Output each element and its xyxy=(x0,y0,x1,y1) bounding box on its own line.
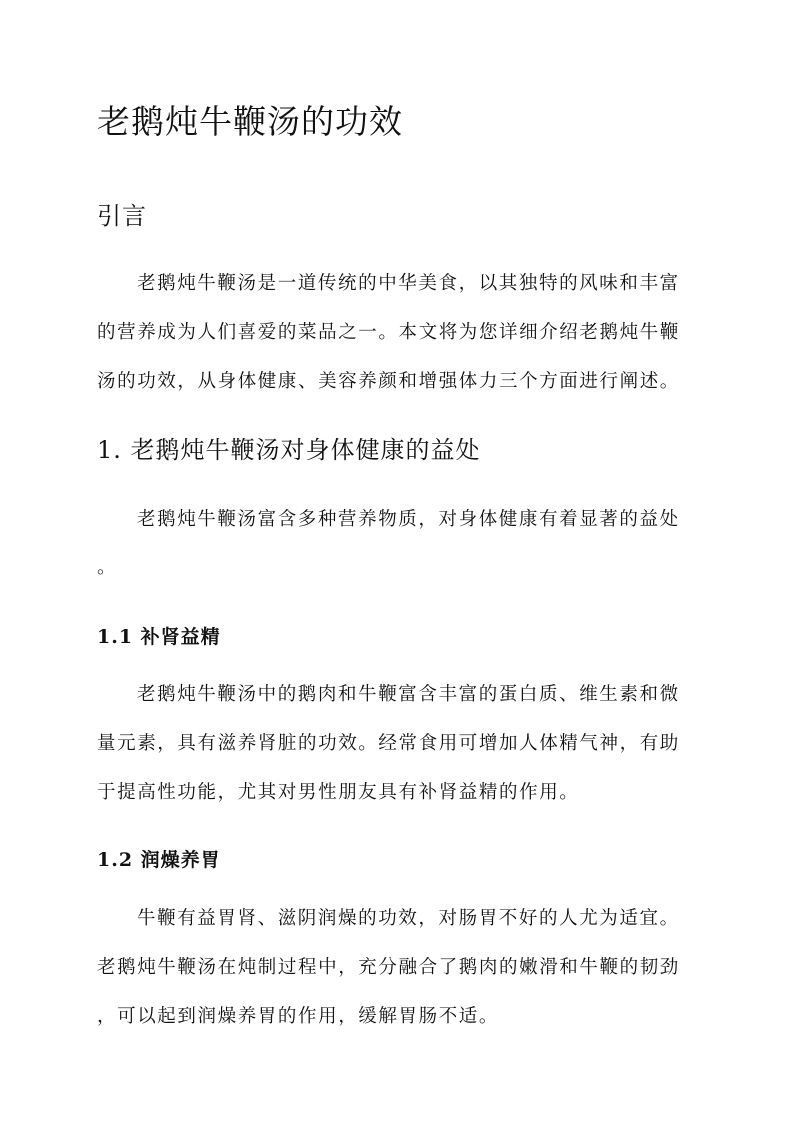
section-1-1-heading: 1.1 补肾益精 xyxy=(97,626,221,648)
intro-paragraph-line-2: 的营养成为人们喜爱的菜品之一。本文将为您详细介绍老鹅炖牛鞭 xyxy=(97,322,680,343)
section-1-2-paragraph-line-3: ，可以起到润燥养胃的作用，缓解胃肠不适。 xyxy=(97,1006,500,1027)
section-1-1-paragraph-line-2: 量元素，具有滋养肾脏的功效。经常食用可增加人体精气神，有助 xyxy=(97,733,680,754)
section-1-2-heading: 1.2 润燥养胃 xyxy=(97,849,221,871)
section-1-1-paragraph-line-3: 于提高性功能，尤其对男性朋友具有补肾益精的作用。 xyxy=(97,782,580,803)
intro-heading: 引言 xyxy=(97,202,147,230)
section-1-2-paragraph-line-1: 牛鞭有益胃肾、滋阴润燥的功效，对肠胃不好的人尤为适宜。 xyxy=(137,908,680,929)
section-1-2-paragraph-line-2: 老鹅炖牛鞭汤在炖制过程中，充分融合了鹅肉的嫩滑和牛鞭的韧劲 xyxy=(97,957,680,978)
document-title: 老鹅炖牛鞭汤的功效 xyxy=(97,102,403,141)
section-1-paragraph-line-2: 。 xyxy=(97,557,118,578)
section-1-heading: 1. 老鹅炖牛鞭汤对身体健康的益处 xyxy=(97,436,481,464)
section-1-1-paragraph-line-1: 老鹅炖牛鞭汤中的鹅肉和牛鞭富含丰富的蛋白质、维生素和微 xyxy=(137,684,680,705)
intro-paragraph-line-3: 汤的功效，从身体健康、美容养颜和增强体力三个方面进行阐述。 xyxy=(97,371,680,392)
intro-paragraph-line-1: 老鹅炖牛鞭汤是一道传统的中华美食，以其独特的风味和丰富 xyxy=(137,273,680,294)
section-1-paragraph-line-1: 老鹅炖牛鞭汤富含多种营养物质，对身体健康有着显著的益处 xyxy=(137,509,680,530)
